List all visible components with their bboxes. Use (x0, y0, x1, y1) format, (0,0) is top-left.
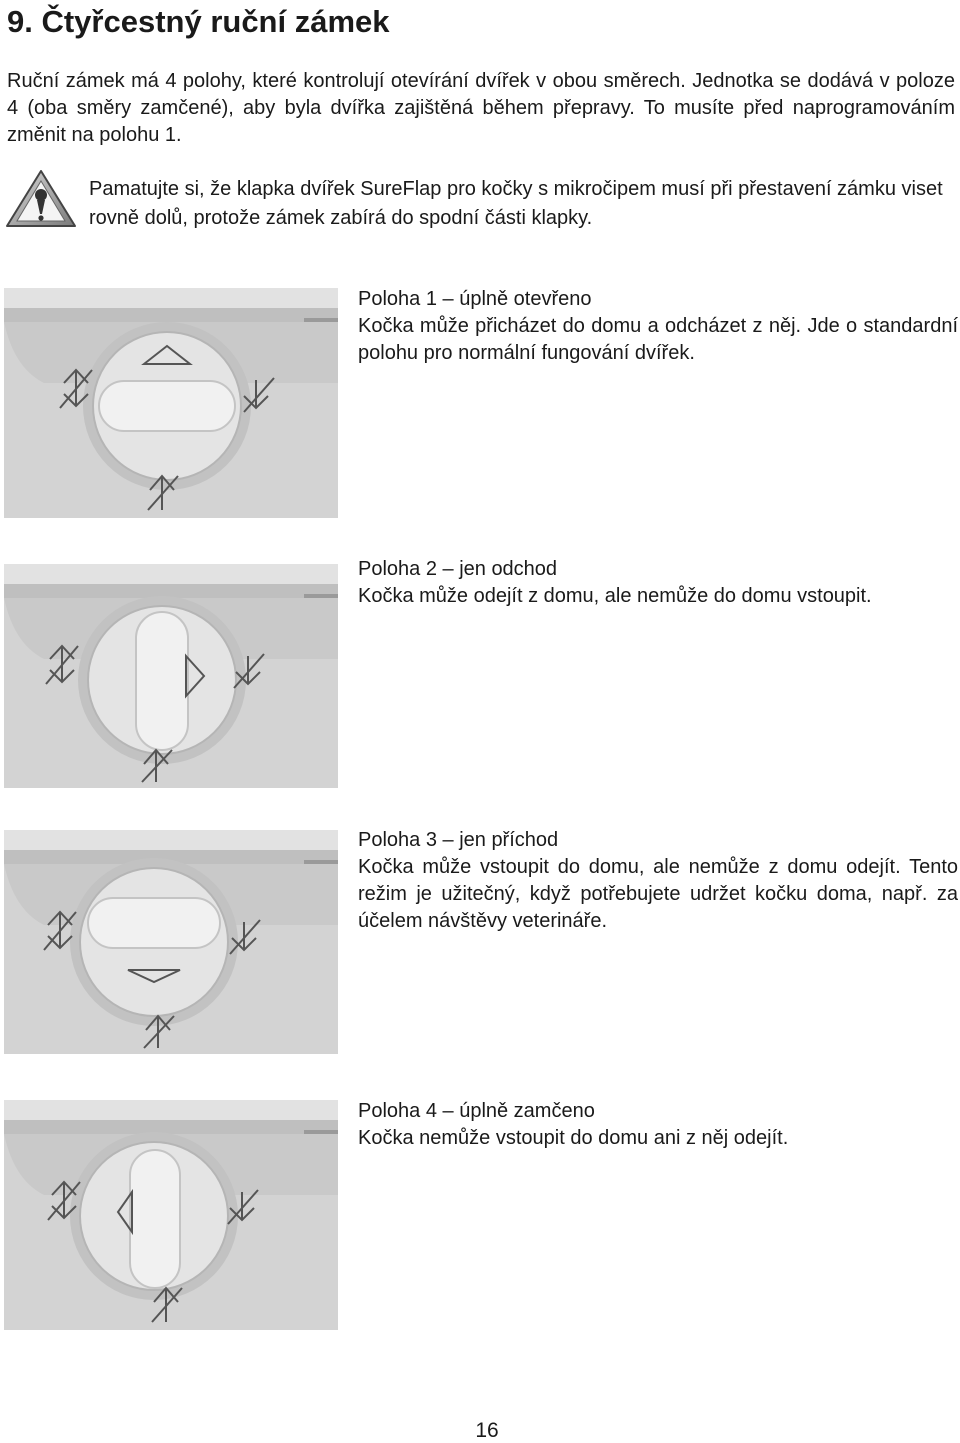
page-number: 16 (475, 1419, 499, 1442)
intro-paragraph: Ruční zámek má 4 polohy, které kontrolují otevírání dvířek v obou směrech. Jednotka se dodává v poloze 4 (oba směry zamčené), aby byla dvířka zajištěná během přepravy. To musíte před naprogramováním změnit na polohu 1. (7, 70, 955, 146)
warning-text: Pamatujte si, že klapka dvířek SureFlap pro kočky s mikročipem musí při přestavení zámku viset rovně dolů, protože zámek zabírá do spodní části klapky. (89, 178, 943, 229)
position-2-text (358, 556, 958, 610)
position-1-text (358, 286, 958, 367)
position-3-text (358, 827, 958, 935)
dial-knob (99, 381, 235, 431)
lock-photo-position-4 (4, 1100, 338, 1330)
page-title: 9. Čtyřcestný ruční zámek (7, 4, 390, 39)
position-1-heading: Poloha 1 – úplně otevřeno (358, 288, 592, 310)
lock-photo-position-2 (4, 564, 338, 788)
position-4-description: Kočka nemůže vstoupit do domu ani z něj odejít. (358, 1127, 789, 1149)
dial-knob (130, 1150, 180, 1288)
position-4-text (358, 1098, 958, 1152)
position-2-heading: Poloha 2 – jen odchod (358, 558, 558, 580)
position-4-heading: Poloha 4 – úplně zamčeno (358, 1100, 595, 1122)
position-2-description: Kočka může odejít z domu, ale nemůže do domu vstoupit. (358, 585, 872, 607)
warning-triangle-icon (4, 168, 78, 230)
lock-photo-position-1 (4, 288, 338, 518)
lock-photo-position-3 (4, 830, 338, 1054)
dial-knob (136, 612, 188, 750)
dial-knob (88, 898, 220, 948)
position-3-heading: Poloha 3 – jen příchod (358, 829, 559, 851)
position-3-description: Kočka může vstoupit do domu, ale nemůže z domu odejít. Tento režim je užitečný, když potřebujete udržet kočku doma, např. za účelem návštěvy veterináře. (358, 856, 958, 932)
position-1-description: Kočka může přicházet do domu a odcházet z něj. Jde o standardní polohu pro normální fungování dvířek. (358, 315, 958, 364)
